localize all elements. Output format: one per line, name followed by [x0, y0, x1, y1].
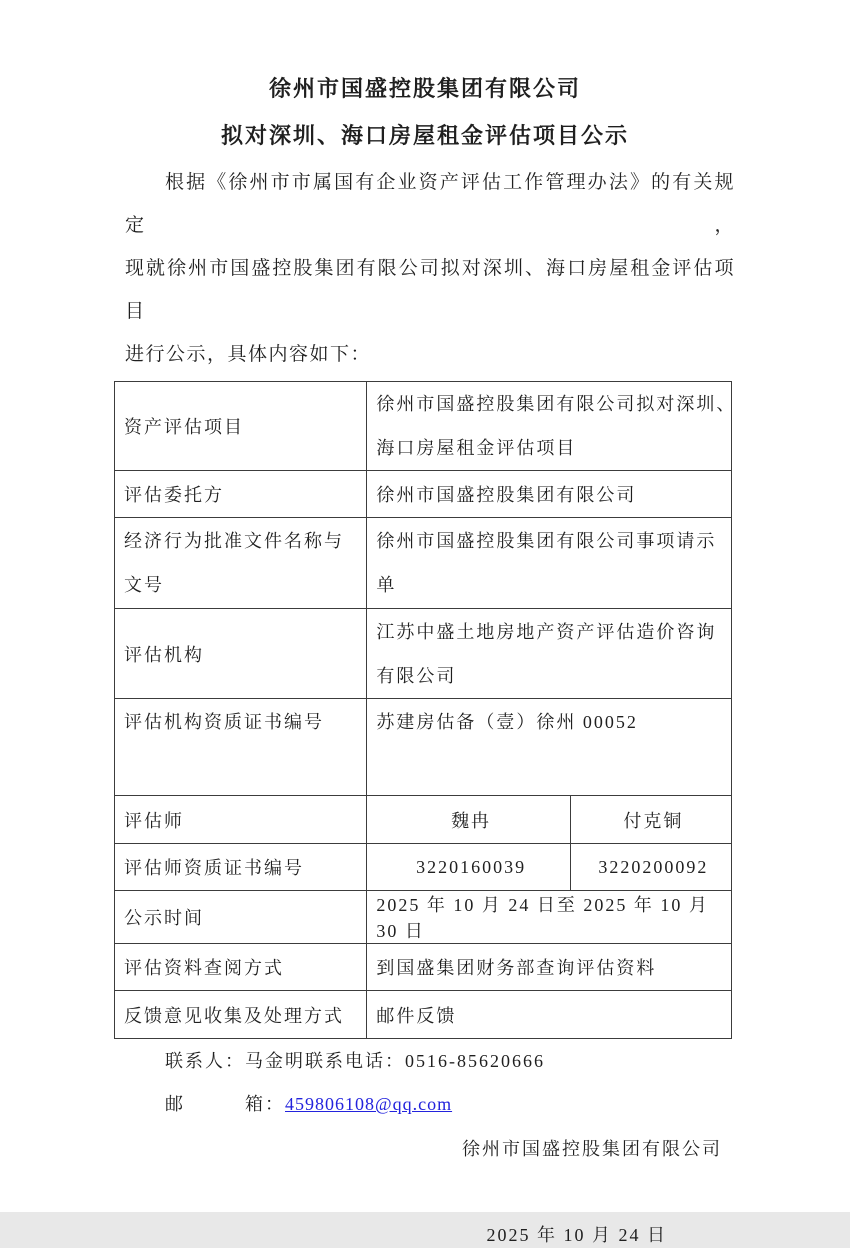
- row-value-line: 徐州市国盛控股集团有限公司事项请示: [376, 531, 717, 551]
- assessor-name-cell: [570, 796, 731, 844]
- assessor-cert-number: 3220160039: [416, 856, 527, 877]
- row-label-cell: [115, 471, 367, 518]
- row-label: 评估师: [124, 810, 184, 831]
- intro-line: 现就徐州市国盛控股集团有限公司拟对深圳、海口房屋租金评估项目: [125, 258, 735, 322]
- row-value-cell: [367, 471, 732, 518]
- row-value-cell: [367, 609, 732, 699]
- row-label: 反馈意见收集及处理方式: [124, 1005, 344, 1026]
- intro-line: 进行公示，具体内容如下：: [125, 344, 372, 365]
- row-value-cell: [367, 891, 732, 944]
- row-label-cell: [115, 991, 367, 1039]
- email-label: 邮 箱：: [165, 1094, 285, 1114]
- table-row-assessor-certs: [115, 844, 732, 891]
- document-title-line1: 徐州市国盛控股集团有限公司: [268, 76, 581, 101]
- row-label-cell: [115, 518, 367, 609]
- row-label: 评估资料查阅方式: [124, 958, 284, 978]
- row-value-line: 单: [376, 575, 397, 595]
- row-value-cell: [367, 382, 737, 471]
- row-label: 评估机构: [124, 644, 204, 665]
- document-date: 2025 年 10 月 24 日: [486, 1225, 667, 1245]
- row-label-line: 文号: [124, 575, 164, 595]
- table-row-client: [115, 471, 732, 518]
- row-value-line: 徐州市国盛控股集团有限公司拟对深圳、: [376, 394, 737, 414]
- assessor-cert-number: 3220200092: [598, 856, 709, 877]
- assessment-table: [114, 381, 737, 1039]
- row-value-cell: [367, 518, 732, 609]
- table-row-agency: [115, 609, 732, 699]
- assessor-name-cell: [367, 796, 570, 844]
- document-title-line2: 拟对深圳、海口房屋租金评估项目公示: [220, 123, 629, 148]
- table-row-approval-doc: [115, 518, 732, 609]
- assessor-cert-cell: [570, 844, 731, 891]
- row-value-cell: [367, 944, 732, 991]
- row-label-cell: [115, 891, 367, 944]
- row-label: 评估委托方: [124, 485, 224, 505]
- email-link[interactable]: 459806108@qq.com: [285, 1094, 453, 1114]
- row-label-cell: [115, 844, 367, 891]
- intro-paragraph: [125, 161, 735, 376]
- row-label: 评估机构资质证书编号: [124, 712, 324, 732]
- row-value: 到国盛集团财务部查询评估资料: [376, 958, 657, 978]
- row-label: 公示时间: [124, 908, 204, 928]
- row-label-cell: [115, 699, 367, 796]
- assessor-name: 付克铜: [623, 810, 684, 831]
- table-row-feedback-method: [115, 991, 732, 1039]
- row-label-line: 经济行为批准文件名称与: [124, 531, 344, 551]
- email-line: [165, 1091, 850, 1117]
- table-row-agency-cert: [115, 699, 732, 796]
- company-signature: 徐州市国盛控股集团有限公司: [462, 1139, 722, 1159]
- row-label-cell: [115, 796, 367, 844]
- table-row-publicity-period: [115, 891, 732, 944]
- row-value: 邮件反馈: [376, 1005, 457, 1026]
- row-label: 评估师资质证书编号: [124, 858, 304, 878]
- row-value-line: 海口房屋租金评估项目: [376, 438, 577, 458]
- row-value-cell: [367, 699, 732, 796]
- table-row-review-method: [115, 944, 732, 991]
- row-value: 2025 年 10 月 24 日至 2025 年 10 月 30 日: [376, 895, 709, 941]
- row-value: 徐州市国盛控股集团有限公司: [376, 485, 637, 505]
- assessor-name: 魏冉: [451, 810, 492, 831]
- row-label-cell: [115, 609, 367, 699]
- table-row-assessors: [115, 796, 732, 844]
- row-label-cell: [115, 944, 367, 991]
- row-label-cell: [115, 382, 367, 471]
- contact-line: 联系人：马金明联系电话：0516-85620666: [165, 1051, 545, 1071]
- row-label: 资产评估项目: [124, 417, 244, 437]
- row-value-line: 江苏中盛土地房地产资产评估造价咨询: [376, 621, 717, 642]
- row-value-line: 有限公司: [376, 665, 457, 686]
- assessor-cert-cell: [367, 844, 570, 891]
- table-row-asset-project: [115, 382, 732, 471]
- row-value: 苏建房估备（壹）徐州 00052: [376, 712, 638, 732]
- row-value-cell: [367, 991, 732, 1039]
- intro-line: 根据《徐州市市属国有企业资产评估工作管理办法》的有关规定，: [125, 172, 735, 236]
